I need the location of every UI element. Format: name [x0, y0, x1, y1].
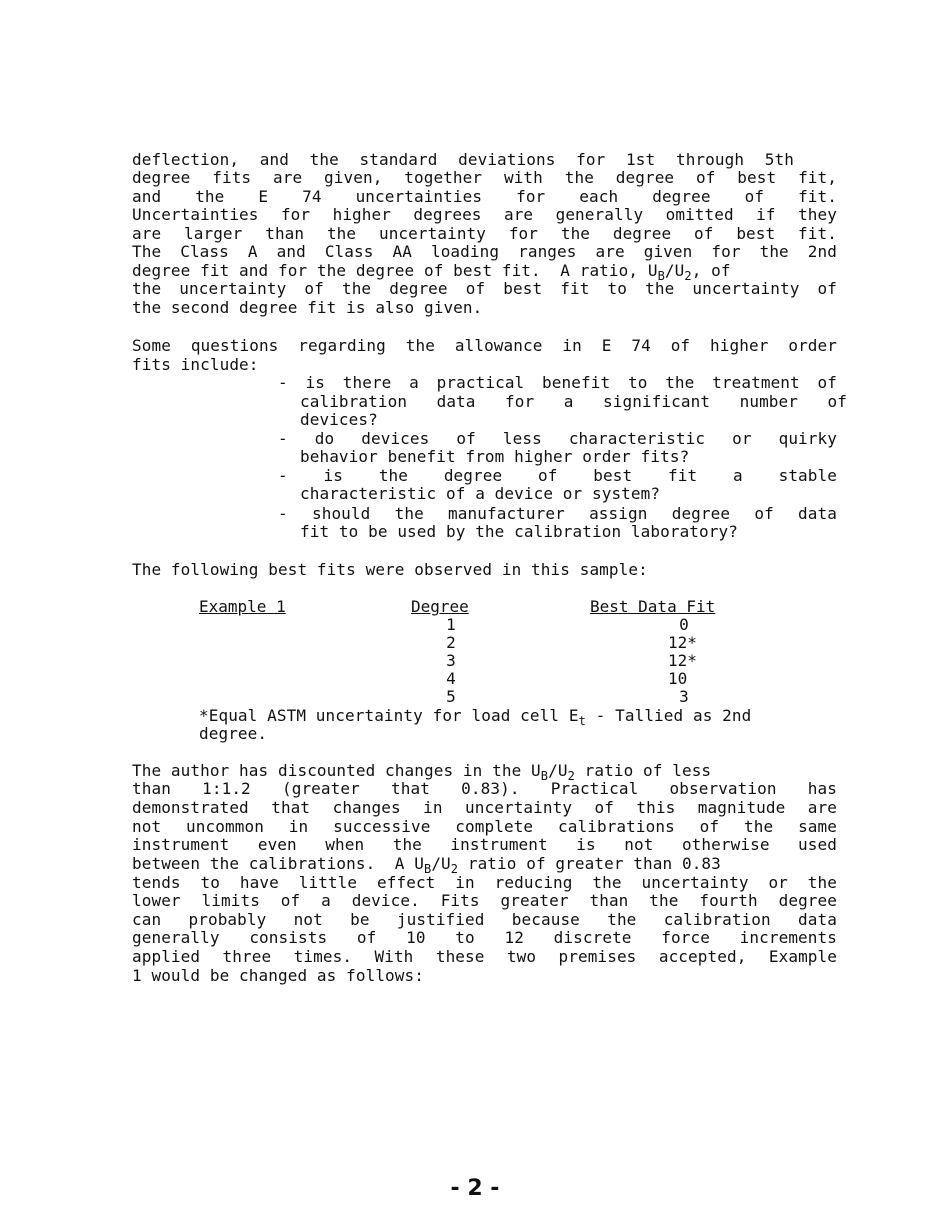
- list-item-cont: characteristic of a device or system?: [300, 484, 661, 503]
- p4-line: than 1:1.2 (greater that 0.83). Practical observation has: [132, 779, 837, 798]
- table-header-example: Example 1: [199, 597, 286, 616]
- text: ratio of greater than 0.83: [458, 854, 721, 873]
- p4-line: applied three times. With these two premises accepted, Example: [132, 947, 837, 966]
- subscript: B: [657, 269, 665, 283]
- p1-line: and the E 74 uncertainties for each degree of fit.: [132, 187, 837, 206]
- list-item: - should the manufacturer assign degree of data: [278, 504, 837, 523]
- p1-line: the uncertainty of the degree of best fit to the uncertainty of: [132, 279, 837, 298]
- subscript: 2: [684, 269, 692, 283]
- table-cell-degree: 2: [446, 633, 456, 652]
- p4-line: tends to have little effect in reducing the uncertainty or the: [132, 873, 837, 892]
- text: /U: [431, 854, 451, 873]
- text: , of: [691, 261, 731, 280]
- text: - Tallied as 2nd: [585, 706, 752, 725]
- table-footnote: [199, 707, 751, 726]
- text: /U: [548, 761, 568, 780]
- p4-line: 1 would be changed as follows:: [132, 966, 424, 985]
- table-cell-fit: 12*: [668, 651, 697, 670]
- table-cell-degree: 5: [446, 687, 456, 706]
- table-cell-fit: 3: [679, 687, 689, 706]
- list-item-cont: devices?: [300, 410, 378, 429]
- subscript: 2: [450, 862, 459, 876]
- table-header-degree: Degree: [411, 597, 469, 616]
- p1-line: deflection, and the standard deviations for 1st through 5th: [132, 150, 794, 169]
- p4-line: instrument even when the instrument is not otherwise used: [132, 835, 837, 854]
- p4-line: generally consists of 10 to 12 discrete force increments: [132, 928, 837, 947]
- p1-line: the second degree fit is also given.: [132, 298, 483, 317]
- table-cell-degree: 4: [446, 669, 456, 688]
- p1-line: The Class A and Class AA loading ranges are given for the 2nd: [132, 242, 837, 261]
- p2-line: fits include:: [132, 355, 259, 374]
- paragraph-3: The following best fits were observed in this sample:: [132, 560, 648, 579]
- p1-line: are larger than the uncertainty for the degree of best fit.: [132, 224, 837, 243]
- p4-line-ratio: [132, 855, 721, 874]
- page-number: - 2 -: [450, 1176, 500, 1201]
- list-item-cont: behavior benefit from higher order fits?: [300, 447, 690, 466]
- p4-line: not uncommon in successive complete calibrations of the same: [132, 817, 837, 836]
- list-item: - do devices of less characteristic or quirky: [278, 429, 837, 448]
- subscript: 2: [567, 769, 575, 783]
- subscript: t: [578, 714, 586, 728]
- table-cell-degree: 1: [446, 615, 456, 634]
- list-item: - is the degree of best fit a stable: [278, 466, 837, 485]
- text: ratio of less: [574, 761, 712, 780]
- text: degree fit and for the degree of best fit. A ratio, U: [132, 261, 658, 280]
- table-footnote-cont: degree.: [199, 724, 268, 743]
- list-item-cont: calibration data for a significant number of: [300, 392, 847, 411]
- table-cell-degree: 3: [446, 651, 456, 670]
- p4-line: lower limits of a device. Fits greater than the fourth degree: [132, 891, 837, 910]
- p4-line: can probably not be justified because the calibration data: [132, 910, 837, 929]
- text: between the calibrations. A U: [132, 854, 424, 873]
- table-cell-fit: 10: [668, 669, 688, 688]
- table-cell-fit: 12*: [668, 633, 697, 652]
- text: The author has discounted changes in the U: [132, 761, 541, 780]
- p2-line: Some questions regarding the allowance in E 74 of higher order: [132, 336, 837, 355]
- subscript: B: [540, 769, 549, 783]
- p1-line: degree fits are given, together with the degree of best fit,: [132, 168, 837, 187]
- p1-line: Uncertainties for higher degrees are generally omitted if they: [132, 205, 837, 224]
- p4-line: demonstrated that changes in uncertainty of this magnitude are: [132, 798, 837, 817]
- text: /U: [664, 261, 685, 280]
- table-header-fit: Best Data Fit: [590, 597, 716, 616]
- list-item-cont: fit to be used by the calibration laboratory?: [300, 522, 738, 541]
- text: *Equal ASTM uncertainty for load cell E: [199, 706, 579, 725]
- table-cell-fit: 0: [679, 615, 689, 634]
- subscript: B: [423, 862, 432, 876]
- list-item: - is there a practical benefit to the treatment of: [278, 373, 837, 392]
